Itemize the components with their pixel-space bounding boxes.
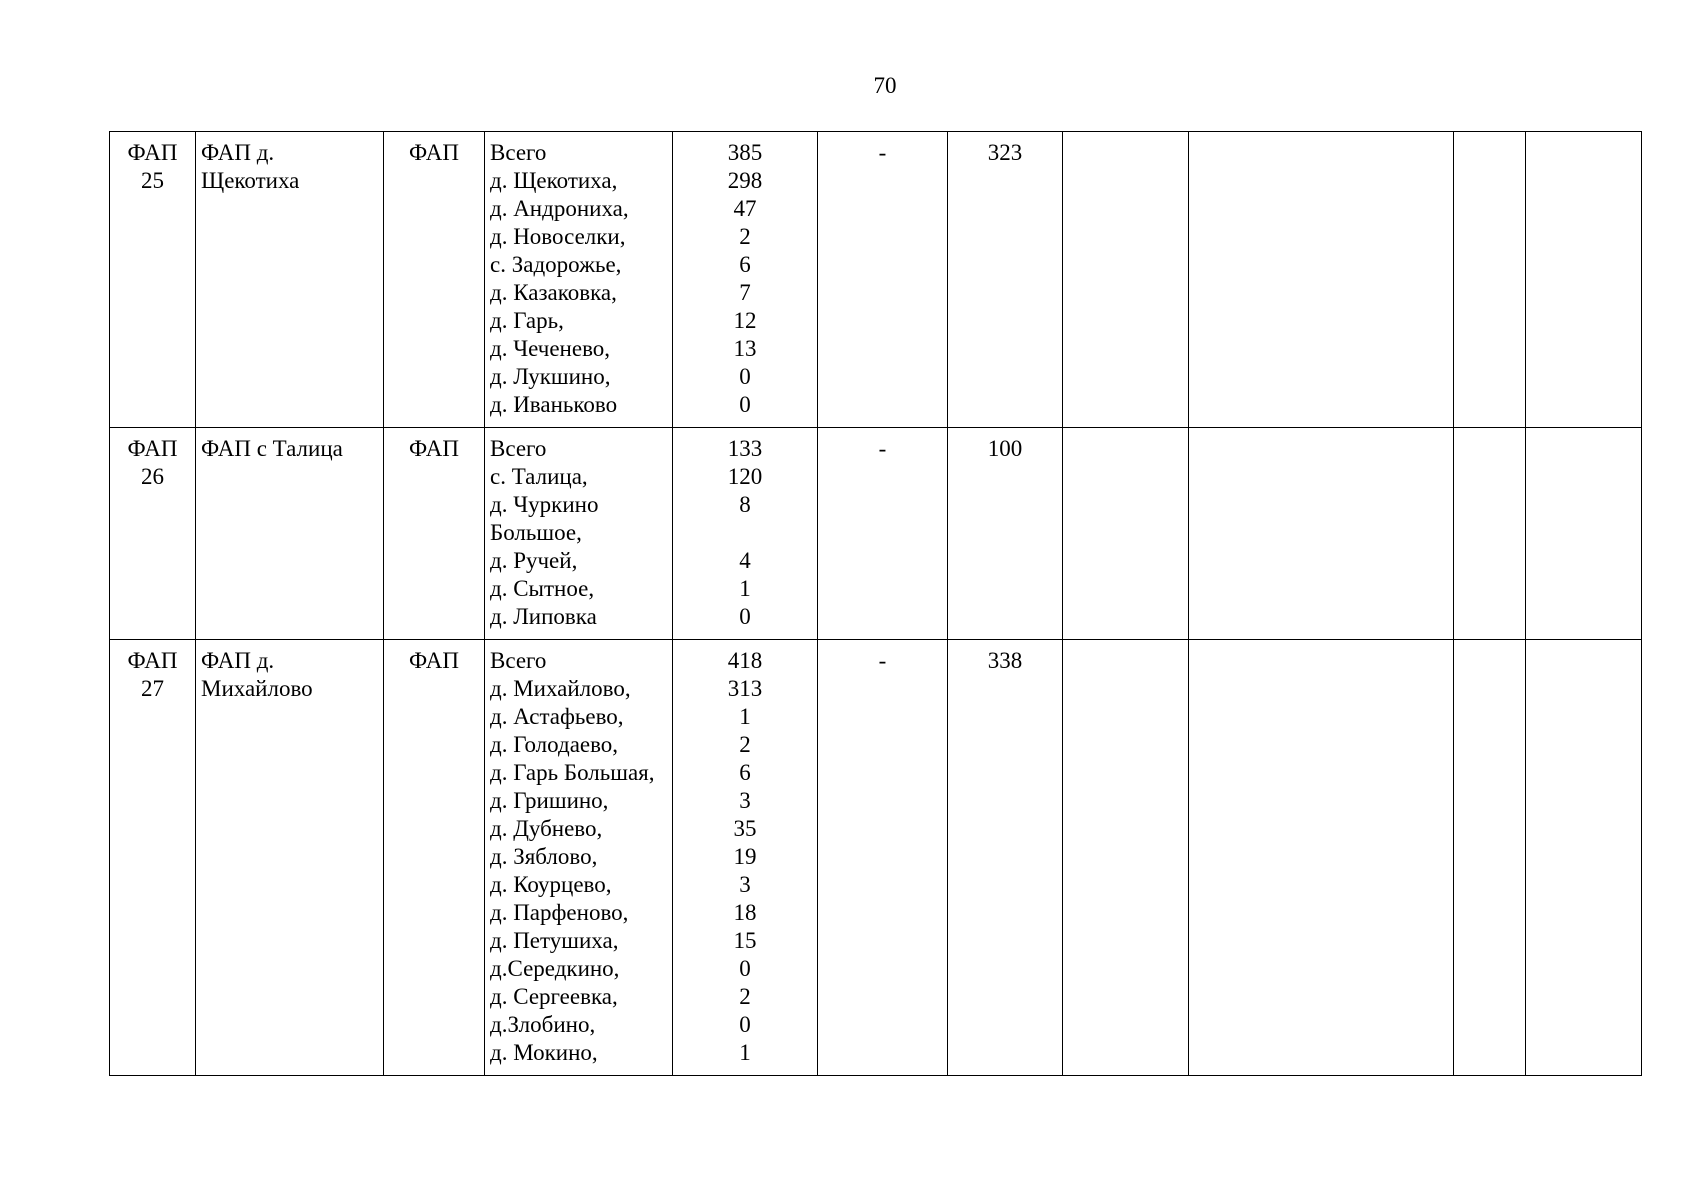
place-count: 385 xyxy=(727,140,763,165)
table-row xyxy=(110,428,1642,640)
facility-name: ФАП с Талица xyxy=(201,436,343,461)
facility-name-cell xyxy=(196,132,384,428)
place-count: 1 xyxy=(739,1040,751,1065)
place-count: 15 xyxy=(733,928,757,953)
counts-cell xyxy=(673,132,818,428)
place-count: 6 xyxy=(739,252,751,277)
table-row xyxy=(110,640,1642,1076)
empty-cell xyxy=(1454,640,1526,1076)
place-count: 7 xyxy=(739,280,751,305)
place-count: 0 xyxy=(739,604,751,629)
place-name: д. Чеченево, xyxy=(490,336,611,361)
place-count: 0 xyxy=(739,1012,751,1037)
place-count: 19 xyxy=(733,844,757,869)
value-cell xyxy=(948,132,1063,428)
empty-cell xyxy=(1526,428,1642,640)
counts-cell xyxy=(673,640,818,1076)
facility-code-cell xyxy=(110,132,196,428)
place-name: д. Иваньково xyxy=(490,392,618,417)
dash-cell xyxy=(818,640,948,1076)
facility-type: ФАП xyxy=(409,648,459,673)
place-name: д. Голодаево, xyxy=(490,732,619,757)
place-count: 47 xyxy=(733,196,757,221)
place-name: д. Липовка xyxy=(490,604,597,629)
facility-name-cell xyxy=(196,428,384,640)
place-name: д.Злобино, xyxy=(490,1012,596,1037)
counts-cell xyxy=(673,428,818,640)
place-name: д. Гришино, xyxy=(490,788,609,813)
total-value: 100 xyxy=(987,436,1023,461)
place-name: д. Сергеевка, xyxy=(490,984,618,1009)
facility-name-cell xyxy=(196,640,384,1076)
place-count: 2 xyxy=(739,984,751,1009)
value-cell xyxy=(948,640,1063,1076)
value-cell xyxy=(948,428,1063,640)
facility-name: ФАП д. xyxy=(201,648,275,673)
place-count: 0 xyxy=(739,364,751,389)
place-count: 0 xyxy=(739,956,751,981)
place-count: 8 xyxy=(739,492,751,517)
place-count: 3 xyxy=(739,788,751,813)
empty-cell xyxy=(1063,640,1189,1076)
place-count: 4 xyxy=(739,548,751,573)
place-count: 12 xyxy=(733,308,757,333)
page-number: 70 xyxy=(873,73,897,98)
place-count: 1 xyxy=(739,576,751,601)
place-name: д. Михайлово, xyxy=(490,676,631,701)
place-name: Большое, xyxy=(490,520,582,545)
place-name: Всего xyxy=(490,648,547,673)
dash-value: - xyxy=(878,436,887,461)
empty-cell xyxy=(1454,132,1526,428)
place-count: 0 xyxy=(739,392,751,417)
places-cell xyxy=(485,428,673,640)
place-count xyxy=(678,519,812,547)
place-name: д. Чуркино xyxy=(490,492,599,517)
empty-cell xyxy=(1454,428,1526,640)
facility-type: ФАП xyxy=(409,436,459,461)
place-count: 133 xyxy=(727,436,763,461)
place-count: 418 xyxy=(727,648,763,673)
place-count: 313 xyxy=(727,676,763,701)
place-count: 18 xyxy=(733,900,757,925)
place-name: д. Новоселки, xyxy=(490,224,626,249)
facility-type-cell xyxy=(384,640,485,1076)
place-count: 298 xyxy=(727,168,763,193)
place-name: д. Зяблово, xyxy=(490,844,598,869)
places-cell xyxy=(485,132,673,428)
total-value: 338 xyxy=(987,648,1023,673)
dash-value: - xyxy=(878,140,887,165)
empty-cell xyxy=(1189,132,1454,428)
dash-cell xyxy=(818,132,948,428)
facility-name: ФАП д. xyxy=(201,140,275,165)
facility-name: Щекотиха xyxy=(201,168,300,193)
facility-code-cell xyxy=(110,640,196,1076)
place-name: с. Задорожье, xyxy=(490,252,622,277)
places-cell xyxy=(485,640,673,1076)
empty-cell xyxy=(1189,428,1454,640)
place-name: д. Мокино, xyxy=(490,1040,598,1065)
place-count: 120 xyxy=(727,464,763,489)
dash-value: - xyxy=(878,648,887,673)
place-name: д. Казаковка, xyxy=(490,280,617,305)
facility-code: ФАП xyxy=(127,648,178,673)
total-value: 323 xyxy=(987,140,1023,165)
place-name: д.Середкино, xyxy=(490,956,620,981)
empty-cell xyxy=(1063,132,1189,428)
facility-type: ФАП xyxy=(409,140,459,165)
facility-name: Михайлово xyxy=(201,676,313,701)
empty-cell xyxy=(1526,132,1642,428)
facility-code-cell xyxy=(110,428,196,640)
dash-cell xyxy=(818,428,948,640)
place-name: д. Дубнево, xyxy=(490,816,603,841)
facility-number: 27 xyxy=(141,676,164,701)
empty-cell xyxy=(1526,640,1642,1076)
facilities-table xyxy=(109,131,1642,1076)
place-name: д. Астафьево, xyxy=(490,704,624,729)
place-count: 3 xyxy=(739,872,751,897)
place-count: 1 xyxy=(739,704,751,729)
facility-number: 26 xyxy=(141,464,164,489)
place-count: 2 xyxy=(739,224,751,249)
place-count: 35 xyxy=(733,816,757,841)
table-row xyxy=(110,132,1642,428)
place-name: д. Петушиха, xyxy=(490,928,619,953)
place-name: Всего xyxy=(490,436,547,461)
place-count: 13 xyxy=(733,336,757,361)
empty-cell xyxy=(1063,428,1189,640)
place-name: д. Парфеново, xyxy=(490,900,629,925)
place-name: с. Талица, xyxy=(490,464,588,489)
facility-code: ФАП xyxy=(127,140,178,165)
place-name: д. Ручей, xyxy=(490,548,578,573)
place-name: д. Сытное, xyxy=(490,576,595,601)
place-count: 6 xyxy=(739,760,751,785)
place-count: 2 xyxy=(739,732,751,757)
place-name: Всего xyxy=(490,140,547,165)
facility-type-cell xyxy=(384,132,485,428)
place-name: д. Лукшино, xyxy=(490,364,611,389)
empty-cell xyxy=(1189,640,1454,1076)
place-name: д. Андрониха, xyxy=(490,196,629,221)
facility-number: 25 xyxy=(141,168,164,193)
place-name: д. Коурцево, xyxy=(490,872,612,897)
facility-type-cell xyxy=(384,428,485,640)
place-name: д. Щекотиха, xyxy=(490,168,618,193)
place-name: д. Гарь, xyxy=(490,308,564,333)
place-name: д. Гарь Большая, xyxy=(490,760,655,785)
facility-code: ФАП xyxy=(127,436,178,461)
